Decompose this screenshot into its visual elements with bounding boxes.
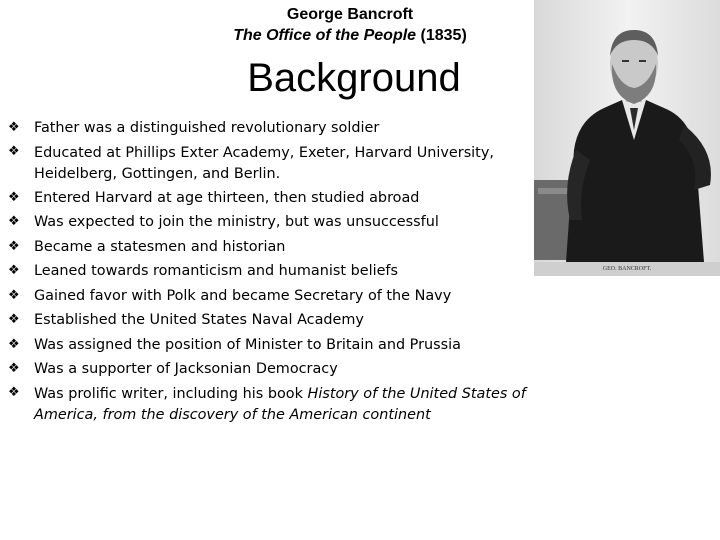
diamond-bullet-icon: ❖ bbox=[8, 214, 20, 229]
bullet-text: Established the United States Naval Academy bbox=[34, 312, 364, 328]
diamond-bullet-icon: ❖ bbox=[8, 120, 20, 135]
diamond-bullet-icon: ❖ bbox=[8, 312, 20, 327]
diamond-bullet-icon: ❖ bbox=[8, 263, 20, 278]
bullet-item bbox=[8, 333, 568, 358]
portrait-caption: GEO. BANCROFT. bbox=[602, 266, 652, 272]
bullet-text: Gained favor with Polk and became Secretary of the Navy bbox=[34, 287, 452, 304]
bullet-list bbox=[8, 116, 568, 427]
diamond-bullet-icon: ❖ bbox=[8, 361, 20, 376]
bullet-text: Was expected to join the ministry, but was unsuccessful bbox=[34, 214, 439, 230]
bullet-text: Was prolific writer, including his book bbox=[34, 385, 308, 402]
bullet-text: Father was a distinguished revolutionary soldier bbox=[34, 120, 380, 136]
bullet-item bbox=[8, 284, 568, 309]
header-author: George Bancroft bbox=[286, 6, 414, 23]
bullet-item bbox=[8, 141, 568, 186]
diamond-bullet-icon: ❖ bbox=[8, 336, 20, 352]
diamond-bullet-icon: ❖ bbox=[8, 384, 20, 400]
diamond-bullet-icon: ❖ bbox=[8, 189, 20, 205]
bullet-text: Entered Harvard at age thirteen, then studied abroad bbox=[34, 189, 420, 206]
bullet-item bbox=[8, 357, 568, 382]
bullet-item bbox=[8, 382, 568, 427]
slide-title: Background bbox=[247, 56, 461, 100]
work-title: The Office of the People bbox=[233, 27, 417, 44]
bullet-text: Became a statesmen and historian bbox=[34, 238, 286, 255]
diamond-bullet-icon: ❖ bbox=[8, 287, 20, 303]
header-work bbox=[150, 26, 550, 46]
bullet-item bbox=[8, 308, 568, 333]
diamond-bullet-icon: ❖ bbox=[8, 238, 20, 254]
bullet-text: Was assigned the position of Minister to Britain and Prussia bbox=[34, 336, 461, 353]
bullet-item bbox=[8, 259, 568, 284]
book-title: History of the United States of America, from the discovery of the American continent bbox=[34, 385, 526, 423]
bullet-text: Leaned towards romanticism and humanist beliefs bbox=[34, 263, 398, 279]
bullet-item bbox=[8, 210, 568, 235]
bullet-item bbox=[8, 116, 568, 141]
diamond-bullet-icon: ❖ bbox=[8, 143, 20, 159]
bullet-text: Educated at Phillips Exter Academy, Exeter, Harvard University, Heidelberg, Gottingen, and Berlin. bbox=[34, 144, 494, 182]
bullet-item bbox=[8, 186, 568, 211]
work-year: (1835) bbox=[420, 27, 467, 44]
bullet-item bbox=[8, 235, 568, 260]
bullet-text: Was a supporter of Jacksonian Democracy bbox=[34, 361, 338, 377]
